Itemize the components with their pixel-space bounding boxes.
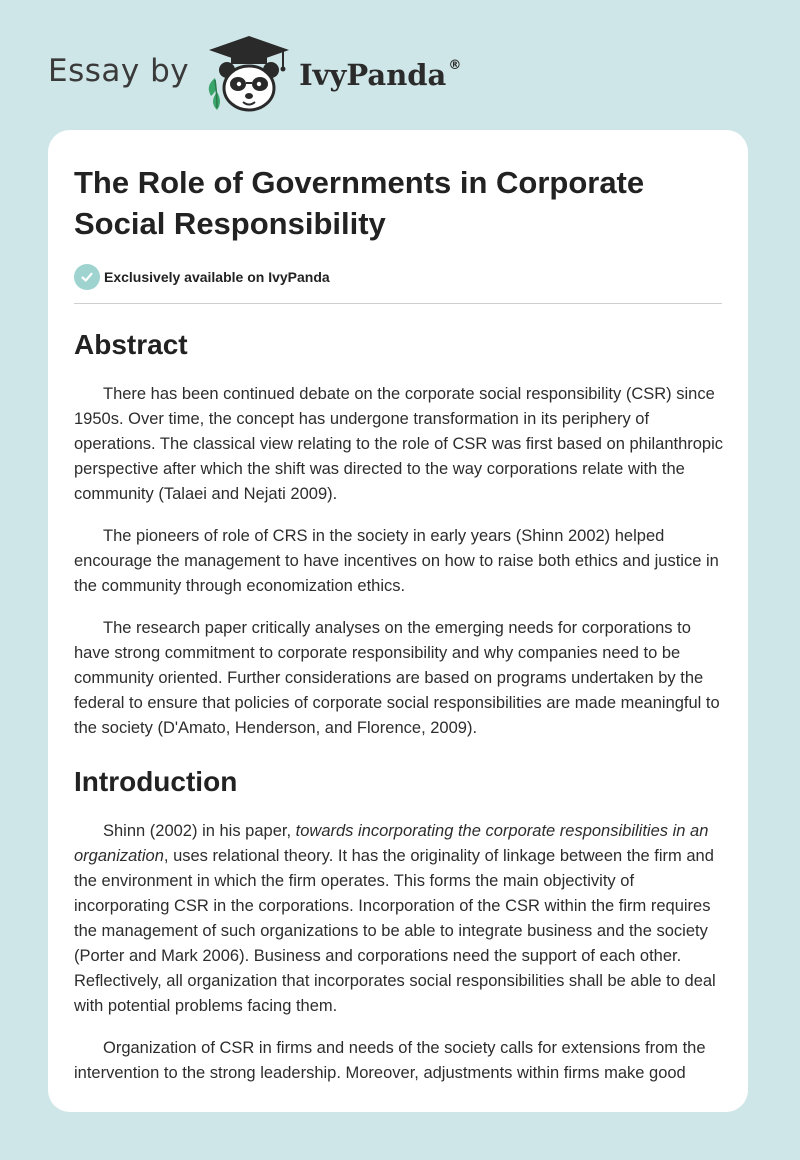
- essay-card: [48, 130, 748, 1112]
- abstract-paragraph-3: The research paper critically analyses on the emerging needs for corporations to have strong commitment to corporate responsibility and why companies need to be community oriented. Further considerations are based on programs undertaken by the federal to ensure that policies of corporate social responsibilities are made meaningful to the society (D'Amato, Henderson, and Florence, 2009).: [74, 619, 720, 737]
- exclusive-badge-label: Exclusively available on IvyPanda: [104, 269, 330, 285]
- essay-content: [74, 162, 724, 1086]
- introduction-paragraph-1: Shinn (2002) in his paper, towards incorporating the corporate responsibilities in an organization, uses relational theory. It has the originality of linkage between the firm and the environment in which the firm operates. This forms the main objectivity of incorporating CSR in the corporations. Incorporation of the CSR within the firm requires the management of such organizations to be able to integrate business and the society (Porter and Mark 2006). Business and corporations need the support of each other. Reflectively, all organization that incorporates social responsibilities shall be able to deal with potential problems facing them.: [74, 822, 716, 1015]
- introduction-heading: Introduction: [74, 766, 238, 797]
- abstract-heading: Abstract: [74, 329, 188, 360]
- abstract-paragraph-1: There has been continued debate on the corporate social responsibility (CSR) since 1950s. Over time, the concept has undergone transformation in its periphery of operations. The classical view relating to the role of CSR was first based on philanthropic perspective after which the shift was directed to the way corporations relate with the community (Talaei and Nejati 2009).: [74, 385, 724, 503]
- check-icon: [74, 264, 100, 290]
- introduction-paragraph-2: Organization of CSR in firms and needs of the society calls for extensions from the intervention to the strong leadership. Moreover, adjustments within firms make good: [74, 1039, 706, 1082]
- ivypanda-logo-icon[interactable]: [203, 34, 295, 114]
- abstract-paragraph-2: The pioneers of role of CRS in the society in early years (Shinn 2002) helped encourage the management to have incentives on how to raise both ethics and justice in the community through economization ethics.: [74, 527, 719, 595]
- essay-by-label: Essay by: [48, 53, 190, 89]
- site-header: [48, 34, 461, 114]
- essay-title: The Role of Governments in Corporate Social Responsibility: [74, 165, 645, 241]
- brand-name[interactable]: IvyPanda ®: [299, 58, 462, 92]
- paper-title-italic: towards incorporating the corporate responsibilities in an organization: [74, 822, 709, 865]
- divider: [74, 303, 722, 304]
- exclusive-badge: [74, 264, 724, 290]
